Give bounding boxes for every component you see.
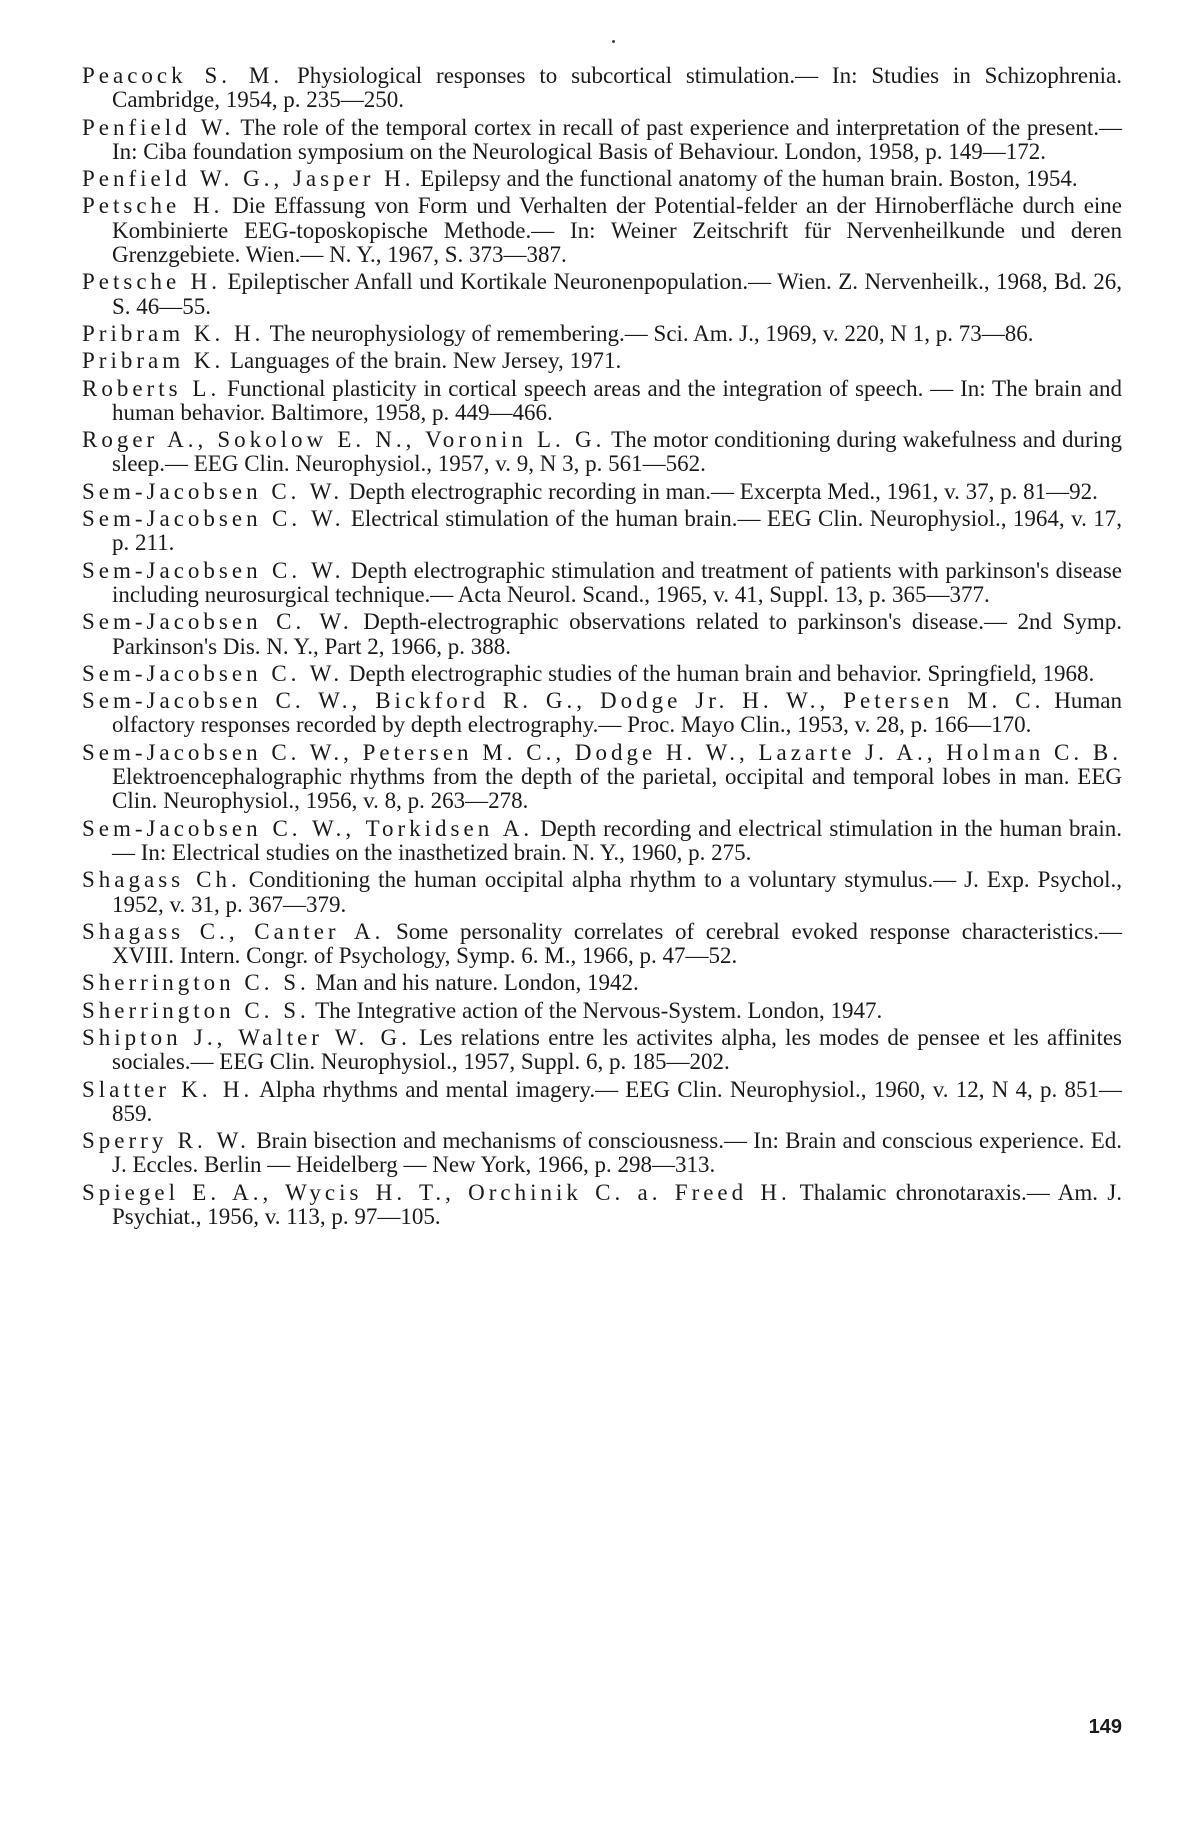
reference-text: Depth electrographic stimulation and treatment of patients with parkinson's disease including neurosurgical technique.— Acta Neurol. Scand., 1965, v. 41, Suppl. 13, p. 365—377. [112,557,1122,607]
reference-text: Electrical stimulation of the human brain.— EEG Clin. Neurophysiol., 1964, v. 17, p. 211. [112,506,1123,556]
reference-entry [82,1078,1122,1127]
reference-entry [82,480,1122,504]
reference-text: Les relations entre les activites alpha, les modes de pensee et les affinites sociales.— EEG Clin. Neurophysiol., 1957, Suppl. 6, p. 185—202. [112,1024,1123,1075]
reference-entry [82,1181,1122,1230]
reference-entry [82,270,1122,319]
reference-text: Conditioning the human occipital alpha rhythm to a voluntary stymulus.— J. Exp. Psychol., 1952, v. 31, p. 367—379. [112,867,1122,917]
reference-entry [82,868,1122,917]
reference-list [82,64,1122,1232]
page-number: 149 [1088,1716,1122,1738]
reference-text: Depth electrographic recording in man.— Excerpta Med., 1961, v. 37, p. 81—92. [343,478,1098,504]
reference-text: Functional plasticity in cortical speech areas and the integration of speech. — In: The brain and human behavior. Baltimore, 1958, p. 449—466. [112,375,1122,425]
reference-author: Sherrington C. S. [82,997,310,1023]
reference-author: Sem-Jacobsen C. W. [82,506,345,532]
reference-text: The motor conditioning during wakefulness and during sleep.— EEG Clin. Neurophysiol., 1957, v. 9, N 3, p. 561—562. [112,427,1122,477]
reference-author: Sherrington C. S. [82,970,310,996]
reference-text: Languages of the brain. New Jersey, 1971. [224,348,622,374]
reference-author: Petsche H. [82,193,224,219]
reference-author: Penfield W. [82,114,235,140]
reference-author: Roger A., Sokolow E. N., Voronin L. G. [82,427,606,453]
reference-author: Peacock S. M. [82,63,284,88]
reference-entry [82,507,1122,556]
reference-author: Sem-Jacobsen C. W. [82,609,353,635]
reference-entry [82,662,1122,686]
reference-entry [82,559,1122,608]
reference-author: Shipton J., Walter W. G. [82,1024,411,1050]
reference-text: The role of the temporal cortex in recall of past experience and interpretation of the present.— In: Ciba foundation symposium on the Neurological Basis of Behaviour. London, 1958, p. 149—172. [112,114,1122,164]
reference-author: Penfield W. G., Jasper H. [82,166,415,192]
scan-speck [612,40,615,43]
reference-author: Petsche H. [82,269,222,295]
reference-entry [82,349,1122,373]
reference-author: Sem-Jacobsen C. W., Petersen M. C., Dodge H. W., Lazarte J. A., Holman C. B. [82,739,1122,765]
reference-text: Some personality correlates of cerebral evoked response characteristics.— XVIII. Intern. Congr. of Psychology, Symp. 6. M., 1966, p. 47—52. [112,918,1122,969]
reference-author: Spiegel E. A., Wycis H. T., Orchinik C. a. Freed H. [82,1179,791,1205]
reference-entry [82,194,1122,267]
reference-text: The Integrative action of the Nervous-System. London, 1947. [309,997,883,1023]
reference-entry [82,610,1122,659]
reference-author: Sem-Jacobsen C. W. [82,660,344,686]
reference-entry [82,741,1122,814]
reference-author: Sem-Jacobsen C. W. [82,557,345,583]
reference-text: Depth recording and electrical stimulation in the human brain.— In: Electrical studies on the inasthetized brain. N. Y., 1960, p. 275. [112,815,1122,865]
reference-author: Sem-Jacobsen C. W., Bickford R. G., Dodge Jr. H. W., Petersen M. C. [82,688,1045,714]
reference-text: Die Effassung von Form und Verhalten der Potential-felder an der Hirnoberfläche durch eine Kombinierte EEG-toposkopische Methode.— In: Weiner Zeitschrift für Nervenheilkunde und deren Grenzgebiete. Wien.— N. Y., 1967, S. 373—387. [112,193,1122,268]
reference-text: Thalamic chronotaraxis.— Am. J. Psychiat., 1956, v. 113, p. 97—105. [112,1179,1122,1230]
reference-text: Human olfactory responses recorded by depth electrography.— Proc. Mayo Clin., 1953, v. 28, p. 166—170. [112,688,1122,738]
reference-author: Roberts L. [82,375,221,401]
reference-text: Depth electrographic studies of the human brain and behavior. Springfield, 1968. [343,660,1095,686]
reference-author: Sperry R. W. [82,1128,250,1154]
reference-entry [82,116,1122,165]
reference-text: Man and his nature. London, 1942. [309,970,639,996]
reference-entry [82,377,1122,426]
reference-author: Shagass C., Canter A. [82,918,385,944]
reference-text: Depth-electrographic observations related to parkinson's disease.— 2nd Symp. Parkinson's Dis. N. Y., Part 2, 1966, p. 388. [112,609,1123,659]
reference-author: Slatter K. H. [82,1076,254,1102]
reference-author: Sem-Jacobsen C. W., Torkidsen A. [82,815,534,841]
reference-entry [82,322,1122,346]
reference-text: Physiological responses to subcortical stimulation.— In: Studies in Schizophrenia. Cambridge, 1954, p. 235—250. [112,63,1122,113]
reference-entry [82,1129,1122,1178]
reference-entry [82,1026,1122,1075]
reference-author: Shagass Ch. [82,867,241,893]
reference-entry [82,428,1122,477]
reference-entry [82,971,1122,995]
reference-entry [82,999,1122,1023]
reference-entry [82,64,1122,113]
reference-text: The neurophysiology of remembering.— Sci. Am. J., 1969, v. 220, N 1, p. 73—86. [264,320,1034,346]
reference-text: Brain bisection and mechanisms of consciousness.— In: Brain and conscious experience. Ed. J. Eccles. Berlin — Heidelberg — New York, 1966, p. 298—313. [112,1128,1122,1178]
reference-text: Epilepsy and the functional anatomy of the human brain. Boston, 1954. [414,166,1078,192]
reference-entry [82,817,1122,866]
reference-author: Pribram K. [82,348,225,374]
reference-entry [82,167,1122,191]
reference-author: Sem-Jacobsen C. W. [82,478,344,504]
reference-entry [82,920,1122,969]
reference-author: Pribram K. H. [82,320,265,346]
reference-text: Elektroencephalographic rhythms from the depth of the parietal, occipital and temporal lobes in man. EEG Clin. Neurophysiol., 1956, v. 8, p. 263—278. [112,764,1122,814]
reference-text: Alpha rhythms and mental imagery.— EEG Clin. Neurophysiol., 1960, v. 12, N 4, p. 851—859. [112,1076,1122,1126]
reference-text: Epileptischer Anfall und Kortikale Neuronenpopulation.— Wien. Z. Nervenheilk., 1968, Bd. 26, S. 46—55. [112,269,1122,319]
reference-entry [82,689,1122,738]
